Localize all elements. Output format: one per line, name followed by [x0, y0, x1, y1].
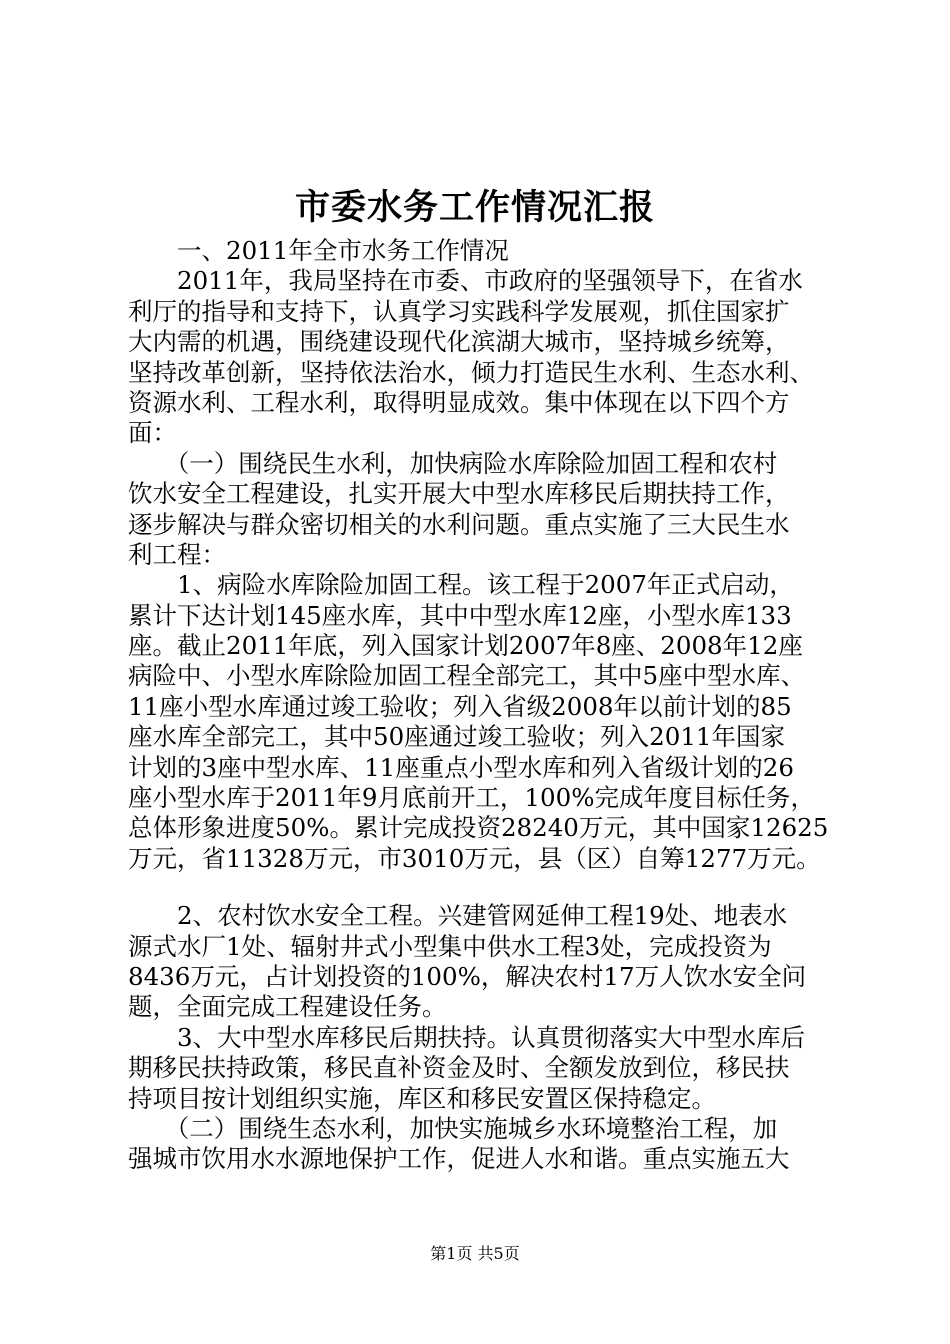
body-line: 一、2011年全市水务工作情况 — [128, 236, 509, 265]
body-line: 座水库全部完工，其中50座通过竣工验收；列入2011年国家 — [128, 722, 786, 752]
body-line: 8436万元，占计划投资的100%，解决农村17万人饮水安全问 — [128, 961, 807, 991]
body-line: 11座小型水库通过竣工验收；列入省级2008年以前计划的85 — [128, 691, 792, 721]
body-line: 座。截止2011年底，列入国家计划2007年8座、2008年12座 — [128, 631, 803, 661]
body-line: 利厅的指导和支持下，认真学习实践科学发展观，抓住国家扩 — [128, 296, 790, 326]
body-line: 坚持改革创新，坚持依法治水，倾力打造民生水利、生态水利、 — [128, 357, 814, 387]
body-line: 期移民扶持政策，移民直补资金及时、全额发放到位，移民扶 — [128, 1053, 790, 1083]
body-line: 大内需的机遇，围绕建设现代化滨湖大城市，坚持城乡统筹， — [128, 327, 790, 357]
body-line: 逐步解决与群众密切相关的水利问题。重点实施了三大民生水 — [128, 509, 790, 539]
body-line: 座小型水库于2011年9月底前开工，100%完成年度目标任务， — [128, 783, 815, 813]
body-line: 3、大中型水库移民后期扶持。认真贯彻落实大中型水库后 — [128, 1022, 806, 1052]
body-line: 面： — [128, 418, 177, 448]
body-line: 题，全面完成工程建设任务。 — [128, 992, 447, 1022]
body-line: 2011年，我局坚持在市委、市政府的坚强领导下，在省水 — [128, 266, 803, 296]
body-line: 利工程： — [128, 539, 226, 569]
body-line: 资源水利、工程水利，取得明显成效。集中体现在以下四个方 — [128, 387, 790, 417]
document-body — [128, 236, 848, 1175]
body-line: 饮水安全工程建设，扎实开展大中型水库移民后期扶持工作， — [128, 479, 790, 509]
body-line: 源式水厂1处、辐射井式小型集中供水工程3处，完成投资为 — [128, 931, 772, 961]
body-line: 2、农村饮水安全工程。兴建管网延伸工程19处、地表水 — [128, 901, 788, 931]
body-block-a — [128, 236, 848, 874]
page-footer: 第1页 共5页 — [430, 1244, 520, 1263]
body-line: （二）围绕生态水利，加快实施城乡水环境整治工程，加 — [128, 1113, 778, 1143]
body-block-b — [128, 901, 848, 1175]
body-line: 持项目按计划组织实施，库区和移民安置区保持稳定。 — [128, 1083, 716, 1113]
paragraph-gap — [128, 874, 848, 901]
body-line: 总体形象进度50%。累计完成投资28240万元，其中国家12625 — [128, 813, 829, 843]
body-line: 万元，省11328万元，市3010万元，县（区）自筹1277万元。 — [128, 843, 821, 873]
body-line: 累计下达计划145座水库，其中中型水库12座，小型水库133 — [128, 600, 792, 630]
body-line: 1、病险水库除险加固工程。该工程于2007年正式启动， — [128, 570, 794, 600]
document-title: 市委水务工作情况汇报 — [294, 187, 655, 228]
body-line: 计划的3座中型水库、11座重点小型水库和列入省级计划的26 — [128, 752, 794, 782]
body-line: 病险中、小型水库除险加固工程全部完工，其中5座中型水库、 — [128, 661, 806, 691]
body-line: 强城市饮用水水源地保护工作，促进人水和谐。重点实施五大 — [128, 1144, 790, 1174]
body-line: （一）围绕民生水利，加快病险水库除险加固工程和农村 — [128, 448, 778, 478]
